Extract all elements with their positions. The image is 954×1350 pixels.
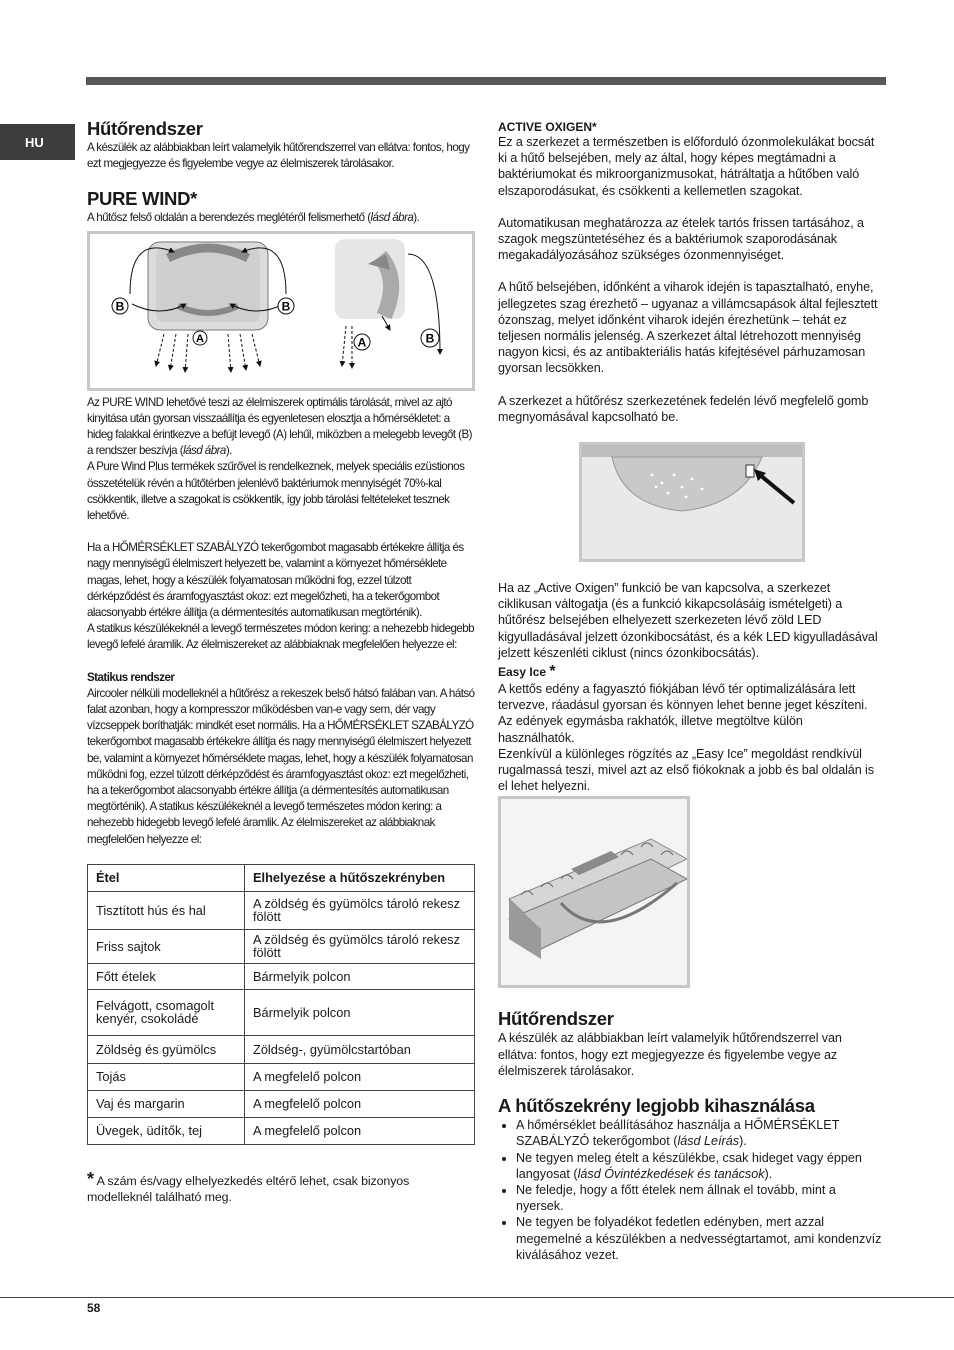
table-cell: A zöldség és gyümölcs tároló rekesz fölött <box>245 891 475 929</box>
table-row <box>88 1090 475 1117</box>
table-header-food: Étel <box>88 864 245 891</box>
language-tab: HU <box>0 124 75 160</box>
pure-wind-p1: Az PURE WIND lehetővé teszi az élelmiszerek optimális tárolását, mivel az ajtó kinyitása után gyorsan visszaállítja és egyenletesen elosztja a hőmérsékletet: a hideg falakkal érintkezve a befújt levegő (A) lehűl, miközben a melegebb levegőt (B) a rendszer beszívja (lásd ábra). <box>87 395 472 458</box>
food-placement-table <box>87 864 475 1145</box>
active-oxigen-figure <box>579 442 805 562</box>
table-row <box>88 1117 475 1144</box>
easy-ice-p2: Ezenkívül a különleges rögzítés az „Easy Ice” megoldást rendkívül rugalmassá teszi, mivel azt az első fiókoknak a jobb és bal oldalán is el lehet helyezni. <box>498 746 874 794</box>
table-cell: A megfelelő polcon <box>245 1117 475 1144</box>
section-heading-pure-wind: PURE WIND* <box>87 188 198 210</box>
table-cell: Zöldség és gyümölcs <box>88 1035 245 1063</box>
static-system-text: Aircooler nélküli modelleknél a hűtőrész a rekeszek belső hátsó falában van. A hátsó falat azonban, hogy a kompresszor működésben van-e vagy sem, dér vagy vízcseppek boríthatják: mindkét eset normális. Ha a HŐMÉRSÉKLET SZABÁLYZÓ tekerőgombot magasabb értékekre állítja és nagy mennyiségű élelmiszert helyezett be, valamint a környezet hőmérséklete magas, lehet, hogy a készülék folyamatosan működni fog, ezzel túlzott dérképződést és áramfogyasztást okoz: ezt megelőzheti, ha a tekerőgombot alacsonyabb értékre állítja (a dérmentesítés automatikusan megtörténik). A statikus készülékeknél a levegő természetes módon kering: a nehezebb hidegebb levegő lefelé áramlik. Az élelmiszereket az alábbiaknak megfelelően helyezze el: <box>87 686 475 846</box>
table-cell: A zöldség és gyümölcs tároló rekesz fölött <box>245 929 475 963</box>
easy-ice-title: Easy Ice * <box>498 663 556 681</box>
table-cell: Zöldség-, gyümölcstartóban <box>245 1035 475 1063</box>
table-row <box>88 891 475 929</box>
table-header-row <box>88 864 475 891</box>
table-cell: Felvágott, csomagolt kenyér, csokoládé <box>88 989 245 1035</box>
table-cell: Tojás <box>88 1063 245 1090</box>
active-oxigen-p2: Automatikusan meghatározza az ételek tartós frissen tartásához, a szagok megszüntetéséhez és a baktériumok szaporodásának megakadályozásához szükséges ózonmennyiséget. <box>498 215 864 263</box>
table-row <box>88 989 475 1035</box>
table-header-placement: Elhelyezése a hűtőszekrényben <box>245 864 475 891</box>
pure-wind-p2: A Pure Wind Plus termékek szűrővel is rendelkeznek, melyek speciális ezüstionos összetételük révén a hűtőtérben jelenlévő baktériumok mennyiségét 70%-kal csökkentik, illetve a szagokat is csökkentik, így jobb tárolási feltételeket tesznek lehetővé. <box>87 460 465 523</box>
pure-wind-p3: Ha a HŐMÉRSÉKLET SZABÁLYZÓ tekerőgombot magasabb értékekre állítja és nagy mennyiségű élelmiszert helyezett be, valamint a környezet hőmérséklete magas, lehet, hogy a készülék folyamatosan működni fog, ezzel túlzott dérképződést és áramfogyasztást okoz: ezt megelőzheti, ha a tekerőgombot alacsonyabb értékre állítja (a dérmentesítés automatikusan megtörténik). <box>87 541 464 620</box>
cooling-intro: A készülék az alábbiakban leírt valamelyik hűtőrendszerrel van ellátva: fontos, hogy ezt megjegyezze és figyelembe vegye az élelmiszerek tárolásakor. <box>87 141 470 171</box>
table-row <box>88 929 475 963</box>
active-oxigen-p3: A hűtő belsejében, időnként a viharok idején is tapasztalható, enyhe, jellegzetes szag érezhető – ugyanaz a villámcsapások által fejlesztett ózonszag, melyet időnként viharok idején érezhetünk – tehát ez teljesen normális jelenség. A szerkezet által létrehozott mennyiség nagyon kicsi, és az antibakteriális hatás kifejtésével párhuzamosan gyorsan lecsökken. <box>498 280 878 376</box>
pure-wind-figure <box>87 231 475 391</box>
table-cell: Vaj és margarin <box>88 1090 245 1117</box>
active-oxigen-p5: Ha az „Active Oxigen” funkció be van kapcsolva, a szerkezet ciklikusan váltogatja (és a funkció kikapcsolásáig ismételgeti) a hűtőrész belsejében elhelyezett szerkezeten lévő zöld LED kigyulladásával jelzett ózonkibocsátást, és a kék LED kigyulladásával jelzett készenléti ciklust (nincs ózonkibocsátás). <box>498 581 878 660</box>
section-heading-cooling-2: Hűtőrendszer <box>498 1008 614 1030</box>
active-oxigen-device-image <box>582 445 802 559</box>
table-row <box>88 1063 475 1090</box>
list-item: • Ne tegyen meleg ételt a készülékbe, csak hideget vagy éppen langyosat (lásd Óvintézkedések és tanácsok). <box>516 1150 882 1182</box>
left-column <box>87 118 475 1205</box>
table-cell: Friss sajtok <box>88 929 245 963</box>
table-cell: A megfelelő polcon <box>245 1063 475 1090</box>
static-system-title: Statikus rendszer <box>87 670 175 684</box>
footnote: * A szám és/vagy elhelyezkedés eltérő lehet, csak bizonyos modelleknél található meg. <box>87 1168 410 1205</box>
cooling-intro-2: A készülék az alábbiakban leírt valamelyik hűtőrendszerrel van ellátva: fontos, hogy ezt megjegyezze és figyelembe vegye az élelmiszerek tárolásakor. <box>498 1031 842 1078</box>
label-a-front: A <box>196 332 204 345</box>
section-heading-cooling: Hűtőrendszer <box>87 118 203 139</box>
list-item: • Ne feledje, hogy a főtt ételek nem állnak el tovább, mint a nyersek. <box>516 1182 882 1214</box>
active-oxigen-p4: A szerkezet a hűtőrész szerkezetének fedelén lévő megfelelő gomb megnyomásával kapcsolható be. <box>498 393 869 424</box>
label-b-side: B <box>425 331 435 346</box>
easy-ice-tray-image <box>501 799 687 985</box>
pure-wind-intro: A hűtősz felső oldalán a berendezés meglétéről felismerhető (lásd ábra). <box>87 211 420 225</box>
section-heading-best-use: A hűtőszekrény legjobb kihasználása <box>498 1095 815 1117</box>
table-row <box>88 1035 475 1063</box>
page-number: 58 <box>87 1301 101 1315</box>
list-item: • Ne tegyen be folyadékot fedetlen edényben, mert azzal megemelné a készülékben a nedvességtartamot, ami kondenzvíz kiválásához vezet. <box>516 1214 882 1263</box>
label-b-left: B <box>115 299 125 314</box>
top-rule <box>86 77 886 85</box>
easy-ice-p1: A kettős edény a fagyasztó fiókjában lévő tér optimalizálására lett tervezve, ráadásul gyorsan és könnyen lehet benne jeget készíteni. Az edények egymásba rakhatók, illetve megtöltve külön használhatók. <box>498 682 868 745</box>
active-oxigen-p1: Ez a szerkezet a természetben is előforduló ózonmolekulákat bocsát ki a hűtő belsejében, mely az által, hogy képes megtámadni a baktériumokat és mikroorganizmusokat, hátráltatja a hűtőben való elszaporodásukat, és csökkenti a kellemetlen szagokat. <box>498 135 875 198</box>
table-cell: Tisztított hús és hal <box>88 891 245 929</box>
right-column <box>498 120 882 1263</box>
table-cell: Bármelyik polcon <box>245 989 475 1035</box>
label-a-side: A <box>357 335 367 350</box>
best-use-list <box>498 1117 882 1263</box>
pure-wind-diagram <box>90 234 472 388</box>
active-oxigen-title: ACTIVE OXIGEN* <box>498 120 597 134</box>
table-row <box>88 963 475 989</box>
table-cell: Üvegek, üdítők, tej <box>88 1117 245 1144</box>
easy-ice-figure <box>498 796 690 988</box>
table-cell: Bármelyik polcon <box>245 963 475 989</box>
table-cell: A megfelelő polcon <box>245 1090 475 1117</box>
table-cell: Főtt ételek <box>88 963 245 989</box>
list-item: • A hőmérséklet beállításához használja a HŐMÉRSÉKLET SZABÁLYZÓ tekerőgombot (lásd Leírás). <box>516 1117 882 1149</box>
pure-wind-p4: A statikus készülékeknél a levegő természetes módon kering: a nehezebb hidegebb levegő lefelé áramlik. Az élelmiszereket az alábbiaknak megfelelően helyezze el: <box>87 622 475 652</box>
label-b-right: B <box>281 299 291 314</box>
bottom-rule <box>0 1297 954 1298</box>
